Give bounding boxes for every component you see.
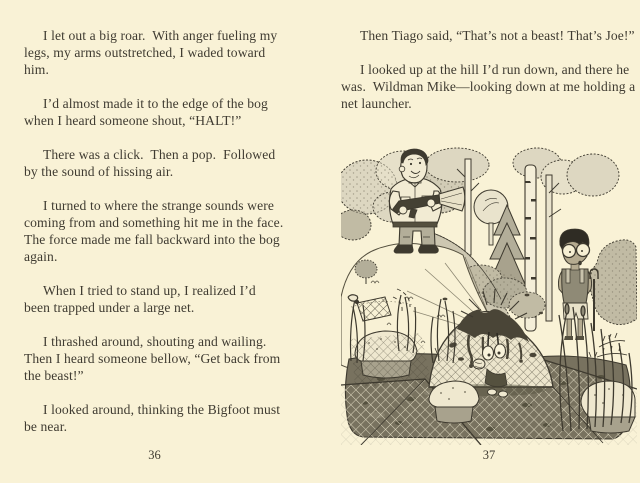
tussock xyxy=(429,381,479,423)
paragraph: There was a click. Then a pop. Followed by the sound of hissing air. xyxy=(24,147,279,179)
right-page-text xyxy=(341,27,637,129)
left-page-text xyxy=(24,27,291,452)
paragraph: When I tried to stand up, I realized I’d been trapped under a large net. xyxy=(24,283,260,315)
paragraph: I looked up at the hill I’d run down, and there he was. Wildman Mike—looking down at me holding a net launcher. xyxy=(341,62,639,111)
shoe xyxy=(488,389,497,395)
shoe xyxy=(499,391,508,397)
page-number: 37 xyxy=(482,448,496,462)
bush-right xyxy=(590,240,637,325)
paragraph: I’d almost made it to the edge of the bog when I heard someone shout, “HALT!” xyxy=(24,96,272,128)
illustration xyxy=(341,147,637,445)
paragraph: I thrashed around, shouting and wailing. Then I heard someone bellow, “Get back from the beast!” xyxy=(24,334,284,383)
page-number: 36 xyxy=(148,448,161,462)
paragraph: I turned to where the strange sounds were coming from and something hit me in the face. The force made me fall backward into the bog again. xyxy=(24,198,291,264)
paragraph: I let out a big roar. With anger fueling my legs, my arms outstretched, I waded toward him. xyxy=(24,28,281,77)
paragraph: I looked around, thinking the Bigfoot must be near. xyxy=(24,402,284,434)
paragraph: Then Tiago said, “That’s not a beast! That’s Joe!” xyxy=(360,28,635,43)
